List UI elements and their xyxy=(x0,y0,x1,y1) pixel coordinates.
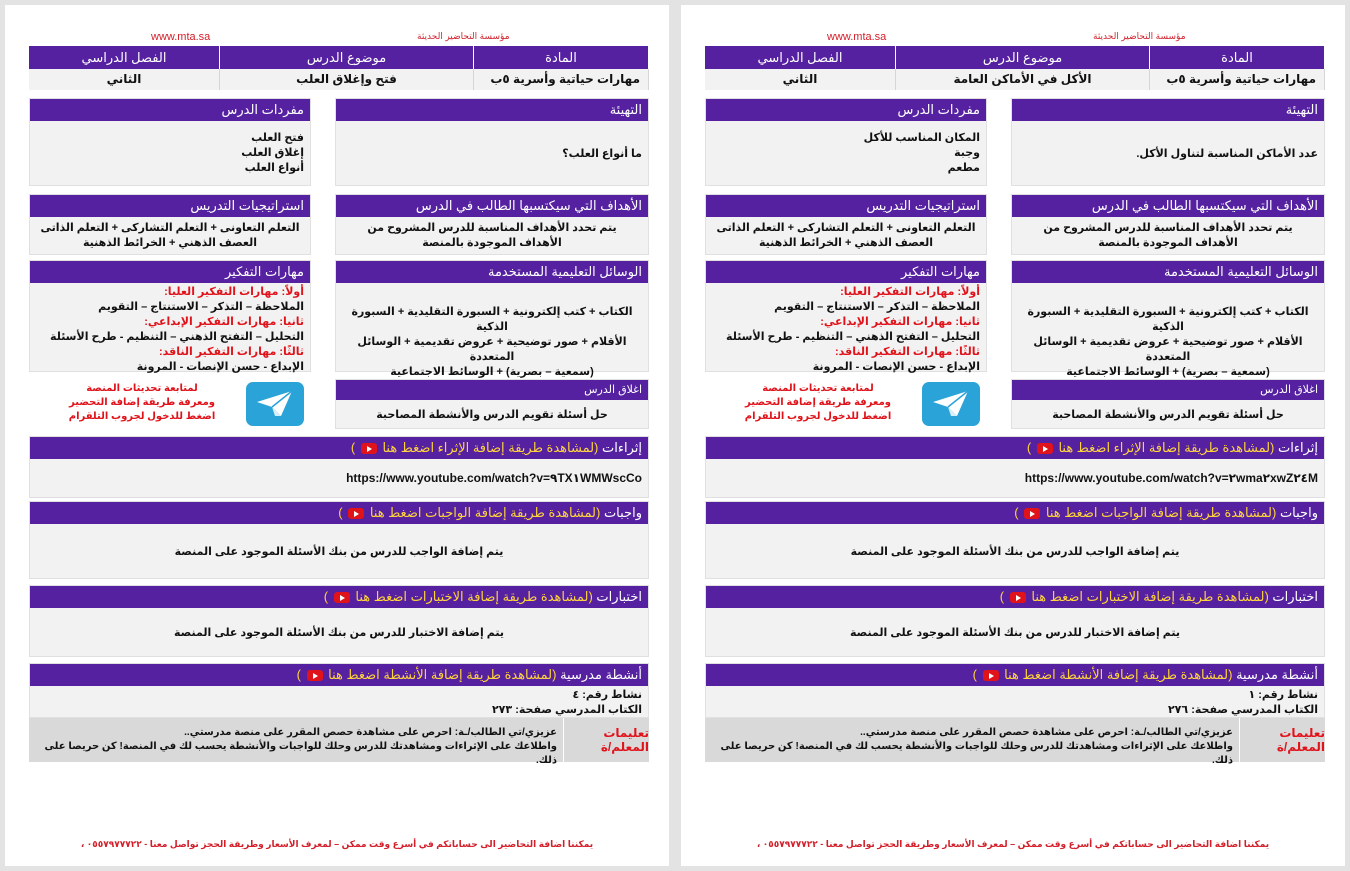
lesson-header-table xyxy=(705,46,1325,90)
term-label: الفصل الدراسي xyxy=(29,46,220,69)
lesson-plan-page-right xyxy=(681,5,1345,866)
instructions-line: واطلاعك على الإثراءات ومشاهدتك للدرس وحلك للواجبات والأنشطة يحسب لك في المنصة! كن حريصا على ذلك. xyxy=(720,741,1233,766)
warmup-title: التهيئة xyxy=(1012,99,1324,121)
footer-contact: يمكننا اضافة التحاضير الى حساباتكم في أسرع وقت ممكن – لمعرف الأسعار وطريقة الحجز تواصل معنا - ٠٥٥٧٩٧٧٧٢٢ ، xyxy=(756,839,1270,849)
instructions-line: واطلاعك على الإثراءات ومشاهدتك للدرس وحلك للواجبات والأنشطة يحسب لك في المنصة! كن حريصا على ذلك. xyxy=(44,741,557,766)
strategies-line: العصف الذهني + الخرائط الذهنية xyxy=(82,237,258,249)
homework-section xyxy=(705,501,1325,579)
strategies-title: استراتيجيات التدريس xyxy=(706,195,986,217)
activities-title: أنشطة مدرسية (لمشاهدة طريقة إضافة الأنشطة اضغط هنا ) xyxy=(706,664,1324,686)
warmup-section xyxy=(1011,98,1325,186)
homework-video-link[interactable]: (لمشاهدة طريقة إضافة الواجبات اضغط هنا xyxy=(1045,505,1277,520)
enrichment-video-link[interactable]: (لمشاهدة طريقة إضافة الإثراء اضغط هنا xyxy=(382,440,599,455)
homework-text: يتم إضافة الواجب للدرس من بنك الأسئلة الموجود على المنصة xyxy=(850,545,1180,558)
telegram-caption[interactable]: لمتابعة تحديثات المنصة ومعرفة طريقة إضافة التحضير اضغط للدخول لجروب التلقرام xyxy=(68,383,216,422)
subject-value: مهارات حياتية وأسرية ٥ب xyxy=(474,69,649,90)
topic-value: الأكل في الأماكن العامة xyxy=(896,69,1150,90)
enrichment-url[interactable]: https://www.youtube.com/watch?v=٩TX١WMWscCo xyxy=(346,471,642,485)
telegram-caption[interactable]: لمتابعة تحديثات المنصة ومعرفة طريقة إضافة التحضير اضغط للدخول لجروب التلقرام xyxy=(744,383,892,422)
enrichment-video-link[interactable]: (لمشاهدة طريقة إضافة الإثراء اضغط هنا xyxy=(1058,440,1275,455)
vocab-item: أنواع العلب xyxy=(244,162,304,174)
closing-title: اغلاق الدرس xyxy=(1012,380,1324,400)
vocab-title: مفردات الدرس xyxy=(30,99,310,121)
closing-text: حل أسئلة تقويم الدرس والأنشطة المصاحبة xyxy=(1052,408,1284,421)
thinking-heading: أولاً: مهارات التفكير العليا: xyxy=(840,286,980,298)
tests-text: يتم إضافة الاختبار للدرس من بنك الأسئلة الموجود على المنصة xyxy=(173,626,505,639)
tools-line: (سمعية – بصرية) + الوسائط الاجتماعية xyxy=(390,366,594,378)
tools-line: الأقلام + صور توضيحية + عروض تقديمية + الوسائل المتعددة xyxy=(357,336,627,363)
vocab-title: مفردات الدرس xyxy=(706,99,986,121)
instructions-line: عزيزي/تي الطالب/ـة: احرص على مشاهدة حصص المقرر على منصة مدرستي.. xyxy=(860,727,1233,738)
subject-value: مهارات حياتية وأسرية ٥ب xyxy=(1150,69,1325,90)
thinking-heading: ثالثًا: مهارات التفكير الناقد: xyxy=(159,346,304,358)
tests-section xyxy=(29,585,649,657)
homework-section xyxy=(29,501,649,579)
vocab-section xyxy=(29,98,311,186)
tools-title: الوسائل التعليمية المستخدمة xyxy=(336,261,648,283)
closing-title: اغلاق الدرس xyxy=(336,380,648,400)
goals-text: يتم تحدد الأهداف المناسبة للدرس المشروح من الأهداف الموجودة بالمنصة xyxy=(367,222,617,249)
strategies-line: العصف الذهني + الخرائط الذهنية xyxy=(758,237,934,249)
term-value: الثاني xyxy=(705,69,896,90)
homework-text: يتم إضافة الواجب للدرس من بنك الأسئلة الموجود على المنصة xyxy=(174,545,504,558)
enrichment-title: إثراءات (لمشاهدة طريقة إضافة الإثراء اضغط هنا ) xyxy=(706,437,1324,459)
strategies-title: استراتيجيات التدريس xyxy=(30,195,310,217)
tools-line: الكتاب + كتب إلكترونية + السبورة التقليدية + السبورة الذكية xyxy=(1027,306,1309,333)
topic-value: فتح وإغلاق العلب xyxy=(220,69,474,90)
closing-section xyxy=(335,379,649,429)
tests-title: اختبارات (لمشاهدة طريقة إضافة الاختبارات اضغط هنا ) xyxy=(30,586,648,608)
homework-title: واجبات (لمشاهدة طريقة إضافة الواجبات اضغط هنا ) xyxy=(30,502,648,524)
term-value: الثاني xyxy=(29,69,220,90)
thinking-text: التحليل – التفتح الذهني – التنظيم - طرح الأسئلة xyxy=(726,331,980,343)
warmup-text: عدد الأماكن المناسبة لتناول الأكل. xyxy=(1136,147,1318,160)
thinking-heading: ثانيا: مهارات التفكير الإبداعي: xyxy=(820,316,980,328)
thinking-title: مهارات التفكير xyxy=(30,261,310,283)
telegram-button[interactable] xyxy=(922,382,980,426)
org-name: مؤسسة التحاضير الحديثة xyxy=(417,31,510,41)
activities-section xyxy=(29,663,649,718)
homework-video-link[interactable]: (لمشاهدة طريقة إضافة الواجبات اضغط هنا xyxy=(369,505,601,520)
topic-label: موضوع الدرس xyxy=(896,46,1150,69)
thinking-section xyxy=(29,260,311,372)
tests-title: اختبارات (لمشاهدة طريقة إضافة الاختبارات اضغط هنا ) xyxy=(706,586,1324,608)
goals-section xyxy=(1011,194,1325,255)
homework-title: واجبات (لمشاهدة طريقة إضافة الواجبات اضغط هنا ) xyxy=(706,502,1324,524)
warmup-title: التهيئة xyxy=(336,99,648,121)
closing-text: حل أسئلة تقويم الدرس والأنشطة المصاحبة xyxy=(376,408,608,421)
vocab-item: إغلاق العلب xyxy=(241,147,304,159)
youtube-icon[interactable] xyxy=(361,443,377,454)
vocab-item: مطعم xyxy=(947,162,980,174)
teacher-instructions xyxy=(29,718,649,766)
teacher-instructions xyxy=(705,718,1325,766)
thinking-heading: أولاً: مهارات التفكير العليا: xyxy=(164,286,304,298)
subject-label: المادة xyxy=(1150,46,1325,69)
thinking-text: الإبداع - حسن الإنصات - المرونة xyxy=(812,361,980,373)
strategies-line: التعلم التعاونى + التعلم التشاركى + التعلم الذاتى xyxy=(40,222,300,234)
youtube-icon[interactable] xyxy=(983,670,999,681)
youtube-icon[interactable] xyxy=(307,670,323,681)
topic-label: موضوع الدرس xyxy=(220,46,474,69)
tests-video-link[interactable]: (لمشاهدة طريقة إضافة الاختبارات اضغط هنا xyxy=(1031,589,1269,604)
site-url[interactable]: www.mta.sa xyxy=(827,31,887,43)
goals-section xyxy=(335,194,649,255)
thinking-text: الإبداع - حسن الإنصات - المرونة xyxy=(136,361,304,373)
youtube-icon[interactable] xyxy=(1010,592,1026,603)
lesson-plan-page-left xyxy=(5,5,669,866)
telegram-icon xyxy=(255,389,295,419)
instructions-label: تعليمات المعلم/ة xyxy=(563,718,649,762)
goals-title: الأهداف التي سيكتسبها الطالب في الدرس xyxy=(1012,195,1324,217)
subject-label: المادة xyxy=(474,46,649,69)
enrichment-section xyxy=(29,436,649,498)
goals-title: الأهداف التي سيكتسبها الطالب في الدرس xyxy=(336,195,648,217)
goals-text: يتم تحدد الأهداف المناسبة للدرس المشروح من الأهداف الموجودة بالمنصة xyxy=(1043,222,1293,249)
tools-line: الأقلام + صور توضيحية + عروض تقديمية + الوسائل المتعددة xyxy=(1033,336,1303,363)
thinking-heading: ثانيا: مهارات التفكير الإبداعي: xyxy=(144,316,304,328)
closing-section xyxy=(1011,379,1325,429)
youtube-icon[interactable] xyxy=(1024,508,1040,519)
term-label: الفصل الدراسي xyxy=(705,46,896,69)
thinking-heading: ثالثًا: مهارات التفكير الناقد: xyxy=(835,346,980,358)
activities-title: أنشطة مدرسية (لمشاهدة طريقة إضافة الأنشطة اضغط هنا ) xyxy=(30,664,648,686)
enrichment-url[interactable]: https://www.youtube.com/watch?v=٢wma٢xwZ٢٤M xyxy=(1024,471,1318,485)
telegram-button[interactable] xyxy=(246,382,304,426)
thinking-text: الملاحظة – التذكر – الاستنتاج – التقويم xyxy=(98,301,304,313)
thinking-text: التحليل – التفتح الذهني – التنظيم - طرح الأسئلة xyxy=(50,331,304,343)
thinking-text: الملاحظة – التذكر – الاستنتاج – التقويم xyxy=(774,301,980,313)
instructions-line: عزيزي/تي الطالب/ـة: احرص على مشاهدة حصص المقرر على منصة مدرستي.. xyxy=(184,727,557,738)
youtube-icon[interactable] xyxy=(334,592,350,603)
tools-title: الوسائل التعليمية المستخدمة xyxy=(1012,261,1324,283)
book-page: الكتاب المدرسي صفحة: ٢٧٣ xyxy=(491,704,642,716)
tools-section xyxy=(1011,260,1325,378)
footer-contact: يمكننا اضافة التحاضير الى حساباتكم في أسرع وقت ممكن – لمعرف الأسعار وطريقة الحجز تواصل معنا - ٠٥٥٧٩٧٧٧٢٢ ، xyxy=(80,839,594,849)
activities-video-link[interactable]: (لمشاهدة طريقة إضافة الأنشطة اضغط هنا xyxy=(1004,667,1233,682)
tools-line: (سمعية – بصرية) + الوسائط الاجتماعية xyxy=(1066,366,1270,378)
youtube-icon[interactable] xyxy=(348,508,364,519)
vocab-item: فتح العلب xyxy=(251,132,304,144)
activities-section xyxy=(705,663,1325,718)
thinking-section xyxy=(705,260,987,372)
enrichment-section xyxy=(705,436,1325,498)
enrichment-title: إثراءات (لمشاهدة طريقة إضافة الإثراء اضغط هنا ) xyxy=(30,437,648,459)
vocab-section xyxy=(705,98,987,186)
activities-video-link[interactable]: (لمشاهدة طريقة إضافة الأنشطة اضغط هنا xyxy=(328,667,557,682)
telegram-icon xyxy=(931,389,971,419)
vocab-item: وجبة xyxy=(954,147,980,159)
tests-section xyxy=(705,585,1325,657)
strategies-line: التعلم التعاونى + التعلم التشاركى + التعلم الذاتى xyxy=(716,222,976,234)
strategies-section xyxy=(705,194,987,255)
activity-number: نشاط رقم: ٤ xyxy=(572,689,642,701)
instructions-label: تعليمات المعلم/ة xyxy=(1239,718,1325,762)
thinking-title: مهارات التفكير xyxy=(706,261,986,283)
youtube-icon[interactable] xyxy=(1037,443,1053,454)
activity-number: نشاط رقم: ١ xyxy=(1248,689,1318,701)
org-name: مؤسسة التحاضير الحديثة xyxy=(1093,31,1186,41)
lesson-header-table xyxy=(29,46,649,90)
tests-video-link[interactable]: (لمشاهدة طريقة إضافة الاختبارات اضغط هنا xyxy=(355,589,593,604)
warmup-text: ما أنواع العلب؟ xyxy=(562,147,642,160)
vocab-item: المكان المناسب للأكل xyxy=(863,132,980,144)
tools-section xyxy=(335,260,649,378)
tests-text: يتم إضافة الاختبار للدرس من بنك الأسئلة الموجود على المنصة xyxy=(849,626,1181,639)
tools-line: الكتاب + كتب إلكترونية + السبورة التقليدية + السبورة الذكية xyxy=(351,306,633,333)
book-page: الكتاب المدرسي صفحة: ٢٧٦ xyxy=(1167,704,1318,716)
site-url[interactable]: www.mta.sa xyxy=(151,31,211,43)
strategies-section xyxy=(29,194,311,255)
warmup-section xyxy=(335,98,649,186)
